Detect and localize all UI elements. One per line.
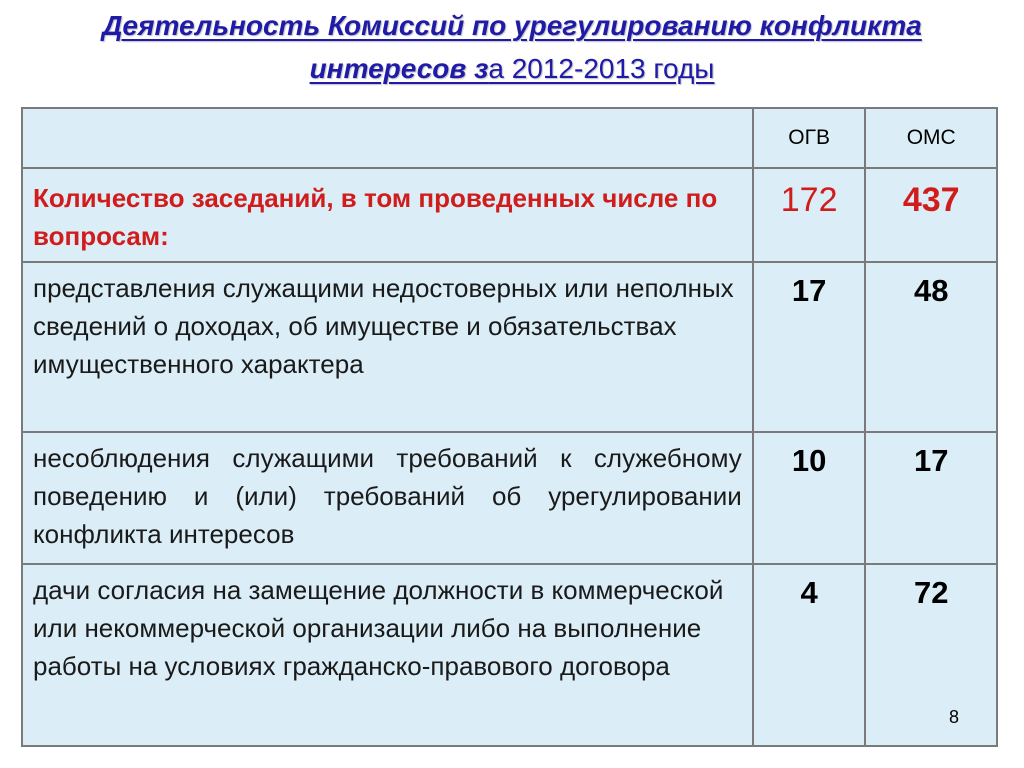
row-description-meetings-total — [22, 168, 753, 262]
ogv-value-cell — [753, 168, 866, 262]
row-description-income-info — [22, 262, 753, 432]
slide-title — [0, 4, 1024, 90]
header-oms: ОМС — [865, 108, 997, 168]
table-row — [22, 432, 997, 564]
row-description-text: Количество заседаний, в том проведенных числе по вопросам: — [33, 183, 718, 251]
table-row — [22, 168, 997, 262]
ogv-value-cell — [753, 262, 866, 432]
row-description-text: дачи согласия на замещение должности в коммерческой или некоммерческой организации либо на выполнение работы на условиях гражданско-правового договора — [33, 575, 724, 681]
title-line-1: Деятельность Комиссий по урегулированию конфликта — [102, 10, 922, 41]
row-description-conduct-requirements — [22, 432, 753, 564]
ogv-value-cell — [753, 432, 866, 564]
table-row — [22, 564, 997, 746]
header-empty-cell — [22, 108, 753, 168]
ogv-value: 4 — [800, 575, 818, 610]
row-description-employment-consent — [22, 564, 753, 746]
row-description-text: несоблюдения служащими требований к служебному поведению и (или) требований об урегулировании конфликта интересов — [33, 443, 742, 549]
oms-value-cell — [865, 564, 997, 746]
oms-value: 17 — [913, 443, 949, 478]
row-description-text: представления служащими недостоверных или неполных сведений о доходах, об имуществе и обязательствах имущественного характера — [33, 273, 734, 379]
title-line-2-italic: интересов з — [309, 53, 489, 84]
oms-value-cell — [865, 262, 997, 432]
oms-value: 48 — [913, 273, 949, 308]
table-header-row — [22, 108, 997, 168]
ogv-value-cell — [753, 564, 866, 746]
oms-value: 72 — [913, 575, 949, 610]
title-line-2-years: а 2012-2013 годы — [488, 53, 715, 84]
page-number: 8 — [949, 707, 960, 727]
oms-value-cell — [865, 432, 997, 564]
table-row — [22, 262, 997, 432]
header-ogv: ОГВ — [753, 108, 866, 168]
commission-activity-table — [21, 107, 998, 747]
ogv-value: 10 — [791, 443, 827, 478]
ogv-value: 172 — [780, 181, 838, 219]
oms-value: 437 — [902, 181, 960, 219]
oms-value-cell — [865, 168, 997, 262]
ogv-value: 17 — [791, 273, 827, 308]
